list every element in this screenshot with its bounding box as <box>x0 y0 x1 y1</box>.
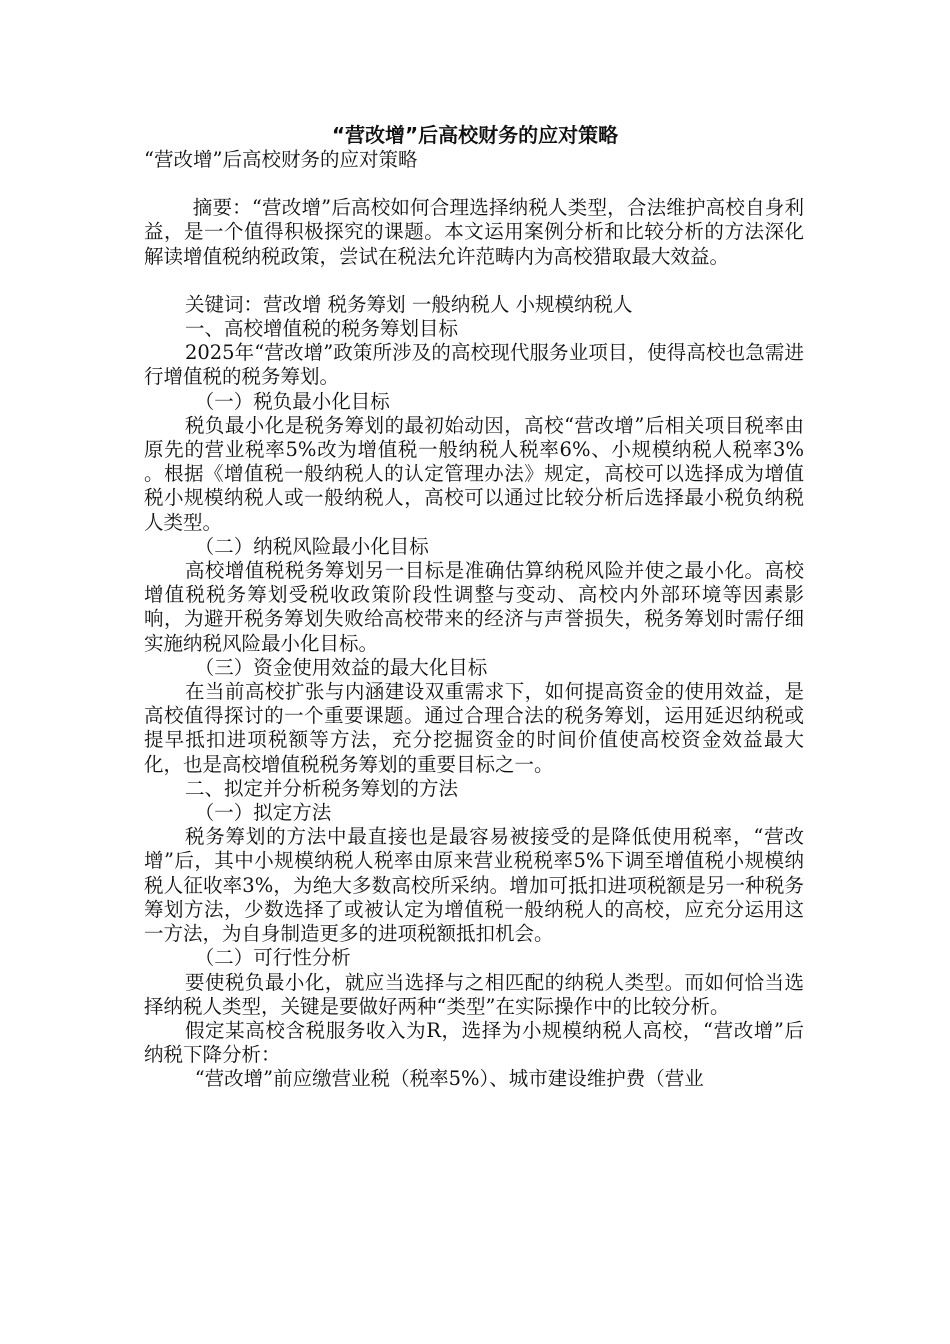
subsection-heading: （三）资金使用效益的最大化目标 <box>194 655 488 679</box>
document-subtitle: “营改增”后高校财务的应对策略 <box>144 148 418 171</box>
body-paragraph: 要使税负最小化，就应当选择与之相匹配的纳税人类型。而如何恰当选择纳税人类型，关键是要做好两种“类型”在实际操作中的比较分析。 <box>144 970 804 1018</box>
section-heading: 一、高校增值税的税务筹划目标 <box>184 317 458 341</box>
body-paragraph: 假定某高校含税服务收入为R，选择为小规模纳税人高校，“营改增”后纳税下降分析： <box>144 1018 804 1067</box>
keywords-line: 关键词：营改增 税务筹划 一般纳税人 小规模纳税人 <box>184 292 633 316</box>
subsection-heading: （一）税负最小化目标 <box>194 389 390 413</box>
document-title: “营改增”后高校财务的应对策略 <box>331 123 619 147</box>
spacer <box>144 269 804 293</box>
body-paragraph: 高校增值税税务筹划另一目标是准确估算纳税风险并使之最小化。高校增值税税务筹划受税收政策阶段性调整与变动、高校内外部环境等因素影响，为避开税务筹划失败给高校带来的经济与声誉损失，税务筹划时需仔细实施纳税风险最小化目标。 <box>144 559 804 655</box>
body-paragraph: 2025年“营改增”政策所涉及的高校现代服务业项目，使得高校也急需进行增值税的税务筹划。 <box>144 341 804 389</box>
subsection-heading: （二）纳税风险最小化目标 <box>194 534 429 558</box>
subsection-heading: （一）拟定方法 <box>194 801 332 825</box>
body-paragraph: 税负最小化是税务筹划的最初始动因，高校“营改增”后相关项目税率由原先的营业税率5%改为增值税一般纳税人税率6%、小规模纳税人税率3% 。根据《增值税一般纳税人的认定管理办法》规定，高校可以选择成为增值税小规模纳税人或一般纳税人，高校可以通过比较分析后选择最小税负纳税人类型。 <box>144 413 804 534</box>
body-paragraph: “营改增”前应缴营业税（税率5%）、城市建设维护费（营业 <box>194 1067 704 1091</box>
subsection-heading: （二）可行性分析 <box>194 946 351 970</box>
section-heading: 二、拟定并分析税务筹划的方法 <box>184 776 458 800</box>
spacer <box>144 172 804 196</box>
document-body <box>144 148 804 1092</box>
abstract-paragraph: 摘要：“营改增”后高校如何合理选择纳税人类型，合法维护高校自身利益，是一个值得积极探究的课题。本文运用案例分析和比较分析的方法深化解读增值税纳税政策，尝试在税法允许范畴内为高校猎取最大效益。 <box>144 196 804 268</box>
body-paragraph: 税务筹划的方法中最直接也是最容易被接受的是降低使用税率，“营改增”后，其中小规模纳税人税率由原来营业税税率5%下调至增值税小规模纳税人征收率3%，为绝大多数高校所采纳。增加可抵扣进项税额是另一种税务筹划方法，少数选择了或被认定为增值税一般纳税人的高校，应充分运用这一方法，为自身制造更多的进项税额抵扣机会。 <box>144 825 804 946</box>
body-paragraph: 在当前高校扩张与内涵建设双重需求下，如何提高资金的使用效益，是高校值得探讨的一个重要课题。通过合理合法的税务筹划，运用延迟纳税或提早抵扣进项税额等方法，充分挖掘资金的时间价值使高校资金效益最大化，也是高校增值税税务筹划的重要目标之一。 <box>144 680 804 776</box>
